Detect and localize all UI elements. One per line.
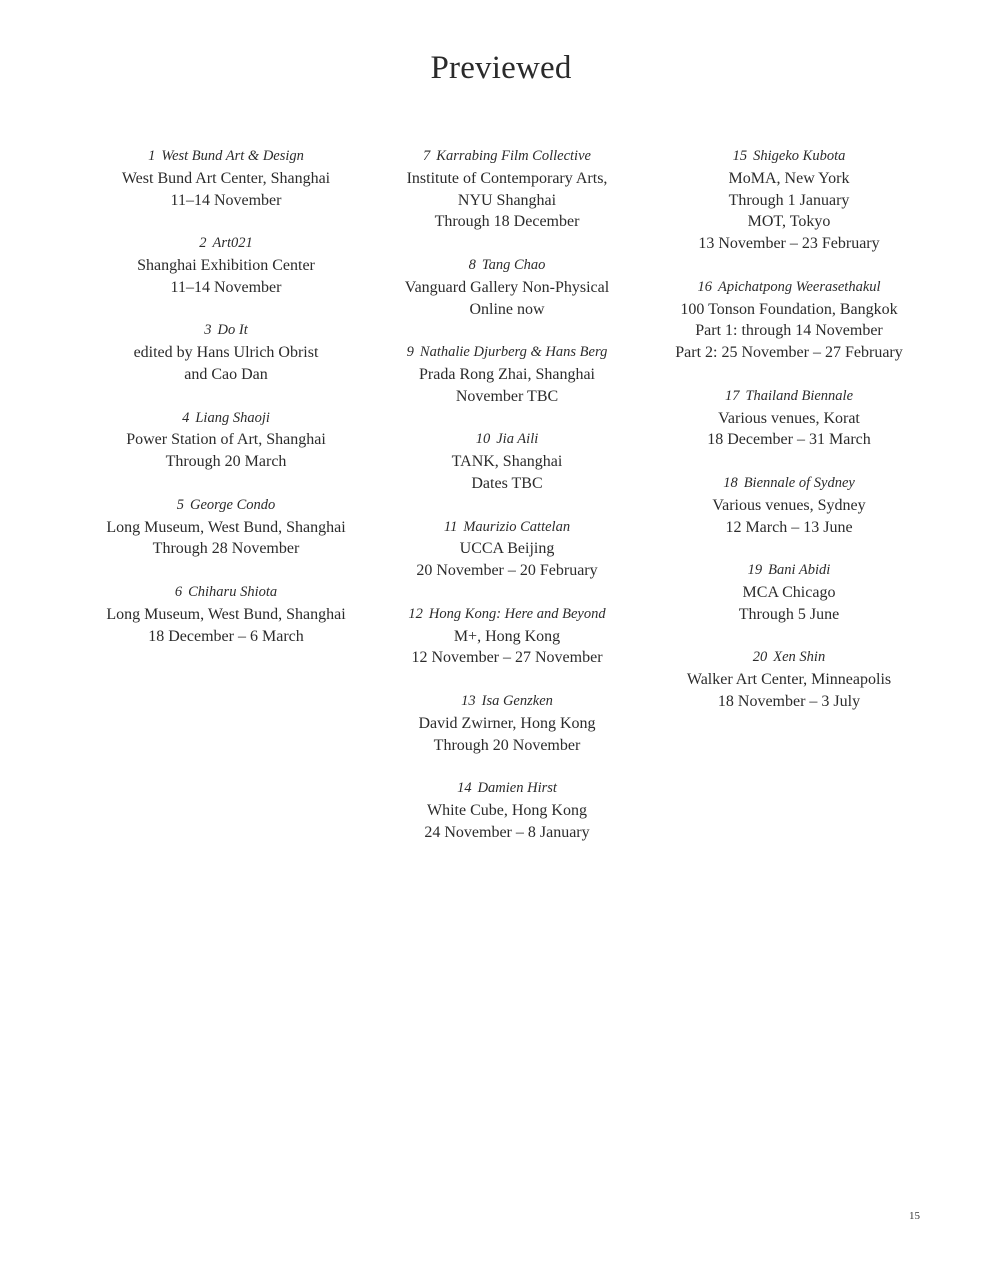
listing-entry <box>362 146 652 233</box>
entry-detail-line: Various venues, Sydney <box>712 496 866 514</box>
entry-number: 6 <box>174 583 183 600</box>
listing-entry <box>644 146 934 255</box>
listing-entry <box>362 778 652 843</box>
entry-heading <box>362 146 652 168</box>
entry-heading <box>81 233 371 255</box>
entry-detail-line: 12 November – 27 November <box>411 649 603 667</box>
entry-detail-line: UCCA Beijing <box>459 540 555 558</box>
entry-title: Art021 <box>212 235 253 252</box>
entry-detail-line: 11–14 November <box>170 191 282 209</box>
listing-entry <box>362 342 652 407</box>
listing-entry <box>81 495 371 560</box>
entry-detail-line: Part 2: 25 November – 27 February <box>675 344 903 362</box>
entry-detail-line: Institute of Contemporary Arts, <box>406 169 608 187</box>
listing-entry <box>644 560 934 625</box>
entry-detail-line: 20 November – 20 February <box>416 562 598 580</box>
column-3 <box>644 146 934 735</box>
listing-entry <box>644 473 934 538</box>
entry-detail-line: Through 5 June <box>738 605 840 623</box>
entry-number: 4 <box>182 409 190 426</box>
entry-number: 16 <box>697 278 712 295</box>
entry-detail-line: Online now <box>469 300 545 318</box>
listing-entry <box>362 604 652 669</box>
entry-title: Tang Chao <box>481 256 546 273</box>
entry-heading <box>362 517 652 539</box>
entry-number: 5 <box>176 496 184 513</box>
entry-number: 13 <box>461 692 476 709</box>
entry-detail-line: Part 1: through 14 November <box>695 322 883 340</box>
entry-detail-line: MOT, Tokyo <box>747 213 831 231</box>
listing-entry <box>362 429 652 494</box>
entry-detail-line: 18 December – 31 March <box>707 431 871 449</box>
entry-detail-line: Vanguard Gallery Non-Physical <box>404 278 610 296</box>
entry-detail-line: White Cube, Hong Kong <box>427 801 587 819</box>
entry-number: 12 <box>408 605 423 622</box>
entry-heading <box>644 146 934 168</box>
entry-number: 11 <box>443 518 458 535</box>
entry-detail-line: Dates TBC <box>471 474 543 492</box>
entry-detail-line: Through 28 November <box>152 540 300 558</box>
listing-entry <box>644 647 934 712</box>
page-title: Previewed <box>430 50 572 86</box>
entry-number: 19 <box>747 562 763 579</box>
entry-title: Karrabing Film Collective <box>436 148 591 164</box>
entry-detail-line: Shanghai Exhibition Center <box>137 256 315 274</box>
entry-number: 18 <box>723 474 738 491</box>
entry-detail-line: Through 20 November <box>433 736 581 754</box>
entry-title: Damien Hirst <box>477 780 557 797</box>
entry-number: 2 <box>199 235 207 252</box>
entry-detail-line: Walker Art Center, Minneapolis <box>686 671 892 689</box>
entry-detail-line: TANK, Shanghai <box>451 453 563 471</box>
listing-entry <box>362 517 652 582</box>
entry-title: Hong Kong: Here and Beyond <box>428 605 606 622</box>
entry-title: Xen Shin <box>773 649 826 666</box>
entry-title: Apichatpong Weerasethakul <box>717 278 881 295</box>
entry-detail-line: Long Museum, West Bund, Shanghai <box>106 518 346 536</box>
entry-detail-line: 13 November – 23 February <box>698 235 880 253</box>
entry-detail-line: and Cao Dan <box>184 365 268 383</box>
listing-entry <box>81 582 371 647</box>
entry-number: 10 <box>475 431 491 448</box>
entry-heading <box>644 277 934 299</box>
entry-detail-line: MCA Chicago <box>742 583 836 601</box>
entry-heading <box>644 560 934 582</box>
entry-detail-line: NYU Shanghai <box>457 191 557 209</box>
entry-title: George Condo <box>190 496 276 513</box>
entry-detail-line: 12 March – 13 June <box>725 518 853 536</box>
entry-number: 1 <box>148 148 156 164</box>
entry-detail-line: 100 Tonson Foundation, Bangkok <box>680 300 898 318</box>
entry-title: Bani Abidi <box>768 562 831 579</box>
entry-heading <box>81 495 371 517</box>
entry-heading <box>644 386 934 408</box>
entry-detail-line: Through 18 December <box>434 213 580 231</box>
entry-heading <box>81 408 371 430</box>
entry-number: 3 <box>204 322 212 339</box>
entry-number: 20 <box>752 649 768 666</box>
listing-entry <box>644 277 934 364</box>
column-1 <box>81 146 371 669</box>
entry-heading <box>81 146 371 168</box>
entry-detail-line: West Bund Art Center, Shanghai <box>121 169 331 187</box>
entry-heading <box>362 778 652 800</box>
entry-detail-line: David Zwirner, Hong Kong <box>418 714 596 732</box>
entry-heading <box>644 647 934 669</box>
entry-detail-line: 24 November – 8 January <box>424 823 590 841</box>
entry-heading <box>362 691 652 713</box>
listing-entry <box>81 320 371 385</box>
entry-detail-line: M+, Hong Kong <box>453 627 561 645</box>
entry-detail-line: Through 20 March <box>165 453 287 471</box>
entry-number: 15 <box>732 148 748 164</box>
entry-detail-line: edited by Hans Ulrich Obrist <box>133 344 319 362</box>
entry-title: West Bund Art & Design <box>161 148 304 164</box>
entry-number: 9 <box>406 344 414 361</box>
entry-number: 17 <box>724 387 740 404</box>
entry-title: Chiharu Shiota <box>188 583 278 600</box>
entry-title: Shigeko Kubota <box>753 148 846 164</box>
entry-title: Isa Genzken <box>481 692 553 709</box>
listing-entry <box>81 408 371 473</box>
entry-detail-line: 18 November – 3 July <box>717 692 861 710</box>
listing-entry <box>362 691 652 756</box>
entry-heading <box>362 255 652 277</box>
entry-detail-line: November TBC <box>455 387 559 405</box>
entry-heading <box>81 320 371 342</box>
entry-detail-line: MoMA, New York <box>728 169 850 187</box>
entry-detail-line: Long Museum, West Bund, Shanghai <box>106 605 346 623</box>
entry-number: 8 <box>468 256 476 273</box>
entry-detail-line: Through 1 January <box>728 191 850 209</box>
entry-detail-line: 18 December – 6 March <box>148 627 304 645</box>
page-number: 15 <box>909 1210 920 1222</box>
entry-heading <box>644 473 934 495</box>
entry-title: Liang Shaoji <box>195 409 270 426</box>
entry-heading <box>362 604 652 626</box>
entry-detail-line: Various venues, Korat <box>718 409 860 427</box>
entry-heading <box>81 582 371 604</box>
entry-title: Maurizio Cattelan <box>463 518 571 535</box>
entry-title: Do It <box>217 322 248 339</box>
entry-title: Thailand Biennale <box>745 387 854 404</box>
entry-title: Nathalie Djurberg & Hans Berg <box>419 344 608 361</box>
entry-detail-line: Prada Rong Zhai, Shanghai <box>419 365 595 383</box>
listing-entry <box>81 146 371 211</box>
entry-heading <box>362 342 652 364</box>
entry-number: 14 <box>457 780 472 797</box>
entry-detail-line: Power Station of Art, Shanghai <box>126 431 326 449</box>
entry-title: Jia Aili <box>496 431 539 448</box>
entry-number: 7 <box>423 148 431 164</box>
listing-entry <box>81 233 371 298</box>
listing-entry <box>644 386 934 451</box>
column-2 <box>362 146 652 865</box>
entry-heading <box>362 429 652 451</box>
entry-title: Biennale of Sydney <box>743 474 855 491</box>
listing-entry <box>362 255 652 320</box>
entry-detail-line: 11–14 November <box>170 278 282 296</box>
